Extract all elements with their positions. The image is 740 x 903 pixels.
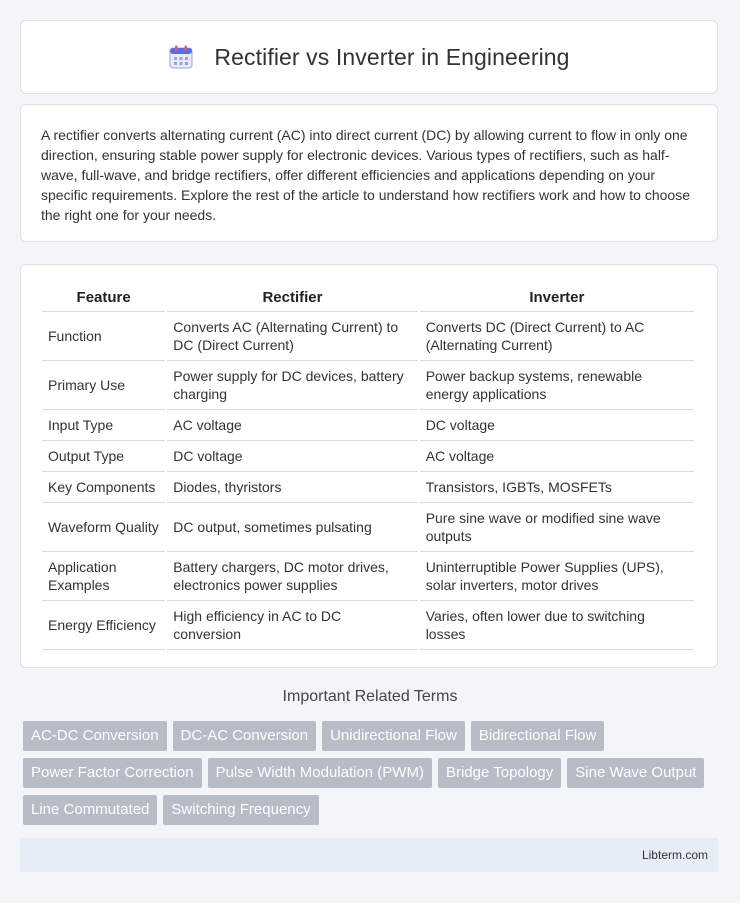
inverter-cell: Transistors, IGBTs, MOSFETs xyxy=(420,472,694,503)
inverter-cell: AC voltage xyxy=(420,441,694,472)
table-header-row xyxy=(42,283,694,312)
header-card xyxy=(20,20,718,94)
term-tag[interactable]: Sine Wave Output xyxy=(567,758,704,788)
header-inverter: Inverter xyxy=(420,283,694,312)
inverter-cell: Varies, often lower due to switching losses xyxy=(420,601,694,650)
term-tag[interactable]: AC-DC Conversion xyxy=(23,721,167,751)
table-row xyxy=(42,441,694,472)
table-row xyxy=(42,552,694,601)
feature-cell: Key Components xyxy=(42,472,165,503)
feature-cell: Application Examples xyxy=(42,552,165,601)
feature-cell: Input Type xyxy=(42,410,165,441)
term-tag[interactable]: Bidirectional Flow xyxy=(471,721,605,751)
related-terms-list xyxy=(23,721,723,832)
inverter-cell: Pure sine wave or modified sine wave outputs xyxy=(420,503,694,552)
feature-cell: Primary Use xyxy=(42,361,165,410)
rectifier-cell: Battery chargers, DC motor drives, electronics power supplies xyxy=(167,552,417,601)
inverter-cell: Uninterruptible Power Supplies (UPS), solar inverters, motor drives xyxy=(420,552,694,601)
header-feature: Feature xyxy=(42,283,165,312)
table-row xyxy=(42,312,694,361)
rectifier-cell: AC voltage xyxy=(167,410,417,441)
inverter-cell: Power backup systems, renewable energy applications xyxy=(420,361,694,410)
footer xyxy=(20,838,718,872)
feature-cell: Output Type xyxy=(42,441,165,472)
intro-text: A rectifier converts alternating current (AC) into direct current (DC) by allowing current to flow in only one direction, ensuring stable power supply for electronic devices. Various types of rectifiers, such as half-wave, full-wave, and bridge rectifiers, offer different efficiencies and applications depending on your specific requirements. Explore the rest of the article to understand how rectifiers work and how to choose the right one for your needs. xyxy=(41,127,690,223)
term-tag[interactable]: Line Commutated xyxy=(23,795,157,825)
page-title: Rectifier vs Inverter in Engineering xyxy=(214,43,570,70)
table-row xyxy=(42,410,694,441)
rectifier-cell: Converts AC (Alternating Current) to DC (Direct Current) xyxy=(167,312,417,361)
header-rectifier: Rectifier xyxy=(167,283,417,312)
rectifier-cell: DC output, sometimes pulsating xyxy=(167,503,417,552)
rectifier-cell: Diodes, thyristors xyxy=(167,472,417,503)
term-tag[interactable]: DC-AC Conversion xyxy=(173,721,317,751)
table-row xyxy=(42,601,694,650)
footer-site-link[interactable]: Libterm.com xyxy=(641,848,708,862)
table-row xyxy=(42,361,694,410)
rectifier-cell: Power supply for DC devices, battery charging xyxy=(167,361,417,410)
related-terms-title: Important Related Terms xyxy=(282,688,458,705)
comparison-card xyxy=(20,264,718,668)
term-tag[interactable]: Pulse Width Modulation (PWM) xyxy=(208,758,432,788)
calendar-icon xyxy=(168,44,194,70)
table-row xyxy=(42,472,694,503)
term-tag[interactable]: Switching Frequency xyxy=(163,795,318,825)
feature-cell: Waveform Quality xyxy=(42,503,165,552)
term-tag[interactable]: Unidirectional Flow xyxy=(322,721,465,751)
inverter-cell: DC voltage xyxy=(420,410,694,441)
rectifier-cell: High efficiency in AC to DC conversion xyxy=(167,601,417,650)
intro-card xyxy=(20,104,718,242)
term-tag[interactable]: Power Factor Correction xyxy=(23,758,202,788)
inverter-cell: Converts DC (Direct Current) to AC (Alternating Current) xyxy=(420,312,694,361)
term-tag[interactable]: Bridge Topology xyxy=(438,758,561,788)
rectifier-cell: DC voltage xyxy=(167,441,417,472)
comparison-table xyxy=(40,283,696,650)
table-row xyxy=(42,503,694,552)
feature-cell: Energy Efficiency xyxy=(42,601,165,650)
feature-cell: Function xyxy=(42,312,165,361)
